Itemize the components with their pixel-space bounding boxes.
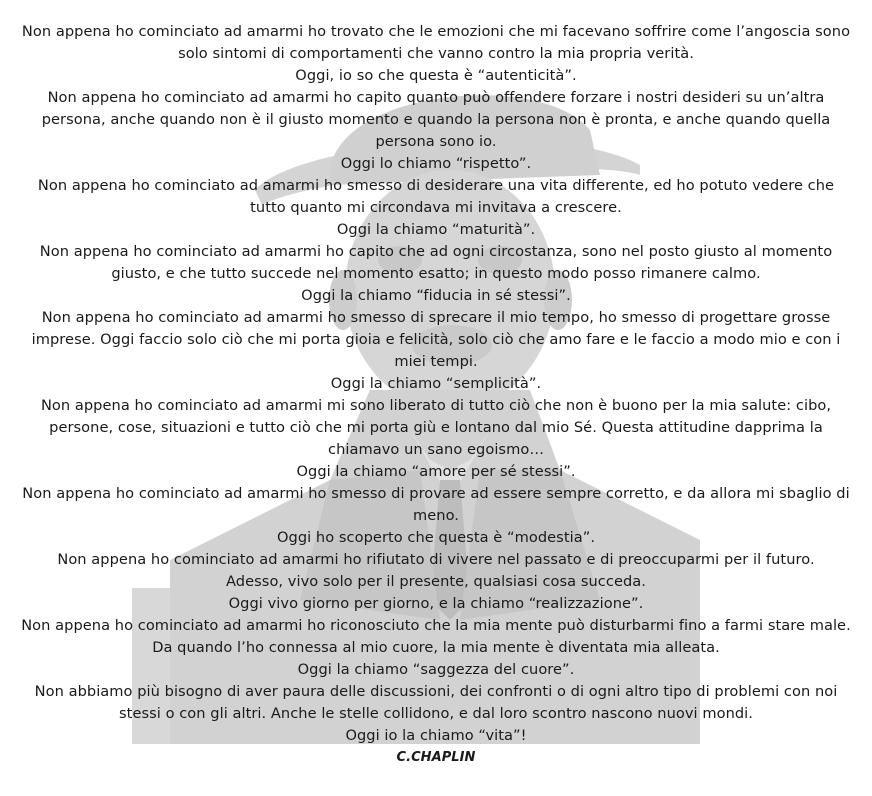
- poem-line: Non appena ho cominciato ad amarmi ho trovato che le emozioni che mi facevano soffrire come l’angoscia sono solo sintomi di comportamenti che vanno contro la mia propria verità.: [21, 23, 851, 62]
- poem-line: Oggi io la chiamo “vita”!: [345, 727, 527, 744]
- poem-line: Oggi la chiamo “saggezza del cuore”.: [297, 661, 575, 678]
- poem-line: Oggi la chiamo “fiducia in sé stessi”.: [301, 287, 571, 304]
- poem-line: Oggi ho scoperto che questa è “modestia”.: [276, 529, 596, 546]
- poem-line: Adesso, vivo solo per il presente, qualsiasi cosa succeda.: [226, 573, 646, 590]
- poem-text: [18, 21, 854, 769]
- poem-line: Oggi la chiamo “semplicità”.: [330, 375, 542, 392]
- poem-line: Oggi lo chiamo “rispetto”.: [340, 155, 532, 172]
- poem-line: Non abbiamo più bisogno di aver paura delle discussioni, dei confronti o di ogni altro tipo di problemi con noi stessi o con gli altri. Anche le stelle collidono, e dal loro scontro nascono nuovi mondi.: [34, 683, 838, 722]
- poem-line: Non appena ho cominciato ad amarmi ho rifiutato di vivere nel passato e di preoccuparmi per il futuro.: [57, 551, 815, 568]
- poem-line: Oggi, io so che questa è “autenticità”.: [295, 67, 577, 84]
- poem-line: Non appena ho cominciato ad amarmi ho capito quanto può offendere forzare i nostri desideri su un’altra persona, anche quando non è il giusto momento e quando la persona non è pronta, e anche quando quella persona sono io.: [41, 89, 831, 150]
- poem-line: Oggi vivo giorno per giorno, e la chiamo “realizzazione”.: [228, 595, 644, 612]
- poem-line: Oggi la chiamo “amore per sé stessi”.: [296, 463, 576, 480]
- poem-line: Non appena ho cominciato ad amarmi ho smesso di desiderare una vita differente, ed ho potuto vedere che tutto quanto mi circondava mi invitava a crescere.: [37, 177, 835, 216]
- poem-line: Non appena ho cominciato ad amarmi mi sono liberato di tutto ciò che non è buono per la mia salute: cibo, persone, cose, situazioni e tutto ciò che mi porta giù e lontano dal mio Sé. Questa attitudine dapprima la chiamavo un sano egoismo…: [40, 397, 832, 458]
- poem-line: Non appena ho cominciato ad amarmi ho riconosciuto che la mia mente può disturbarmi fino a farmi stare male. Da quando l’ho connessa al mio cuore, la mia mente è diventata mia alleata.: [21, 617, 851, 656]
- poem-line: Non appena ho cominciato ad amarmi ho smesso di sprecare il mio tempo, ho smesso di progettare grosse imprese. Oggi faccio solo ciò che mi porta gioia e felicità, solo ciò che amo fare e le faccio a modo mio e con i miei tempi.: [31, 309, 841, 370]
- poem-line: Oggi la chiamo “maturità”.: [336, 221, 536, 238]
- author-signature: C.CHAPLIN: [396, 750, 476, 765]
- poem-line: Non appena ho cominciato ad amarmi ho capito che ad ogni circostanza, sono nel posto giusto al momento giusto, e che tutto succede nel momento esatto; in questo modo posso rimanere calmo.: [39, 243, 833, 282]
- poem-line: Non appena ho cominciato ad amarmi ho smesso di provare ad essere sempre corretto, e da allora mi sbaglio di meno.: [22, 485, 850, 524]
